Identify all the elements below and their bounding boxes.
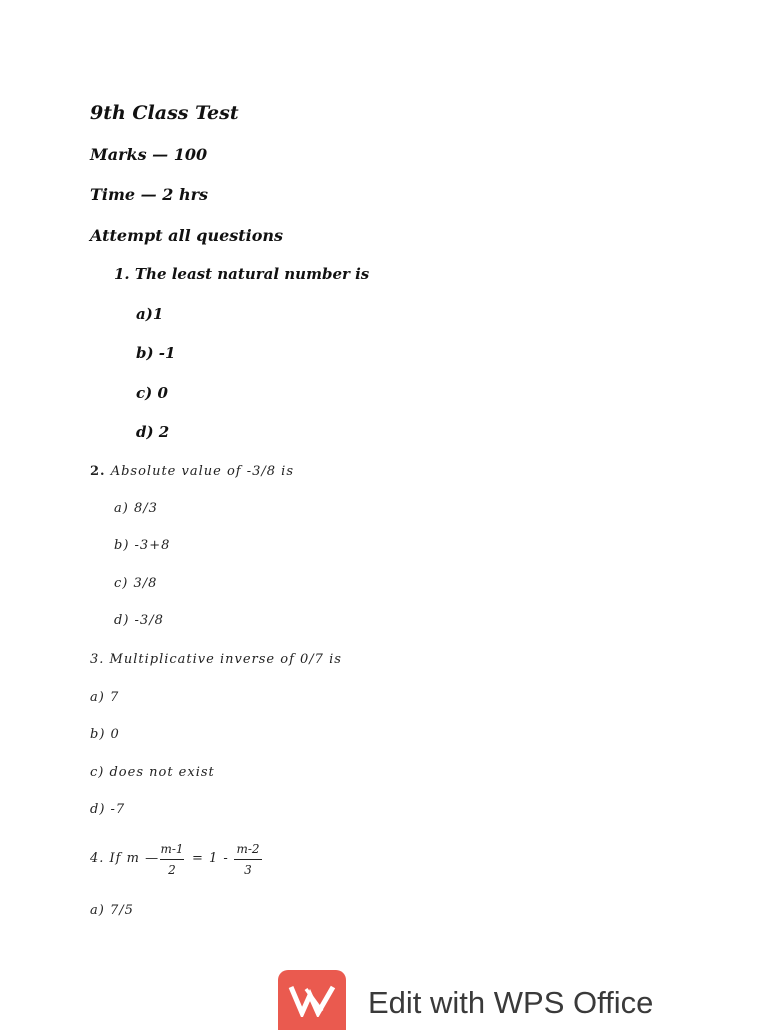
fraction-1-denominator: 2 (168, 863, 176, 877)
question-2-number: 2. (90, 464, 106, 479)
q1-option-d: d) 2 (136, 423, 170, 441)
fraction-2-bar (234, 859, 262, 860)
fraction-1-bar (160, 859, 184, 860)
question-4-middle: = 1 - (192, 851, 229, 866)
wps-logo-icon[interactable] (278, 970, 346, 1030)
wps-edit-link[interactable]: Edit with WPS Office (368, 985, 654, 1020)
q1-option-c: c) 0 (136, 384, 168, 402)
q2-option-c: c) 3/8 (114, 576, 158, 591)
page-title: 9th Class Test (90, 102, 239, 124)
question-4-fraction-2 (234, 842, 262, 877)
fraction-1-numerator: m-1 (160, 842, 184, 856)
time-line: Time — 2 hrs (90, 185, 209, 204)
question-3: 3. Multiplicative inverse of 0/7 is (90, 652, 342, 667)
wps-w-icon (288, 983, 336, 1017)
marks-line: Marks — 100 (90, 145, 208, 164)
q3-option-c: c) does not exist (90, 765, 215, 780)
fraction-2-denominator: 3 (244, 863, 252, 877)
question-2-text: Absolute value of -3/8 is (105, 464, 294, 479)
q3-option-b: b) 0 (90, 727, 120, 742)
q2-option-a: a) 8/3 (114, 501, 158, 516)
question-4-prefix: 4. If m — (90, 851, 160, 866)
q3-option-d: d) -7 (90, 802, 126, 817)
instruction-line: Attempt all questions (90, 226, 284, 245)
q1-option-a: a)1 (136, 305, 164, 323)
question-4-fraction-1 (160, 842, 184, 877)
fraction-2-numerator: m-2 (236, 842, 260, 856)
q1-option-b: b) -1 (136, 344, 176, 362)
q2-option-b: b) -3+8 (114, 538, 171, 553)
q4-option-a: a) 7/5 (90, 903, 134, 918)
q2-option-d: d) -3/8 (114, 613, 164, 628)
question-2 (90, 464, 294, 479)
q3-option-a: a) 7 (90, 690, 120, 705)
question-1: 1. The least natural number is (114, 265, 370, 283)
